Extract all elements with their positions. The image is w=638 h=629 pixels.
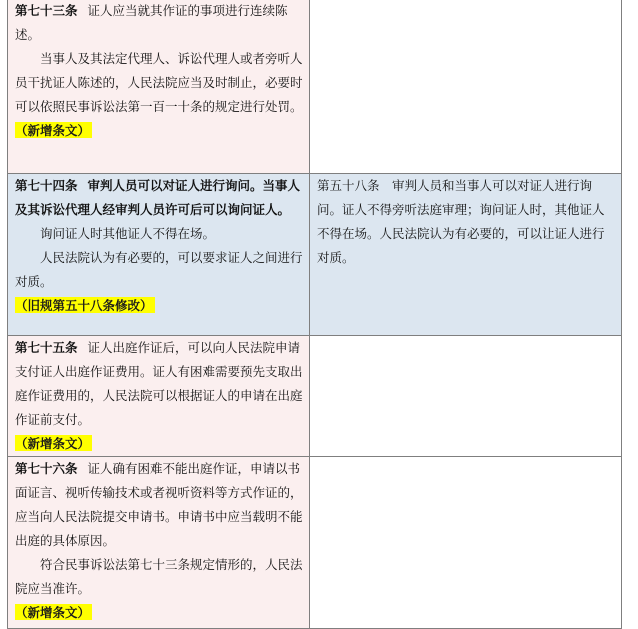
new-rule-cell xyxy=(8,336,310,457)
table-row-76 xyxy=(8,457,622,629)
old-rule-cell xyxy=(310,174,622,336)
old-article-text: 第五十八条 审判人员和当事人可以对证人进行询问。证人不得旁听法庭审理；询问证人时，其他证人不得在场。人民法院认为有必要的，可以让证人进行对质。 xyxy=(317,178,605,265)
table-row-74 xyxy=(8,174,622,336)
old-rule-cell xyxy=(310,457,622,629)
article-number: 第七十六条 xyxy=(15,461,78,476)
new-rule-cell xyxy=(8,457,310,629)
article-lead-text: 审判人员可以对证人进行询问。当事人及其诉讼代理人经审判人员许可后可以询问证人。 xyxy=(15,178,301,217)
article-paragraph: 当事人及其法定代理人、诉讼代理人或者旁听人员干扰证人陈述的，人民法院应当及时制止，必要时可以依照民事诉讼法第一百一十条的规定进行处罚。 xyxy=(15,51,303,114)
article-lead-text: 证人出庭作证后，可以向人民法院申请支付证人出庭作证费用。证人有困难需要预先支取出庭作证费用的，人民法院可以根据证人的申请在出庭作证前支付。 xyxy=(15,340,303,427)
article-paragraph: 人民法院认为有必要的，可以要求证人之间进行对质。 xyxy=(15,250,303,289)
article-number: 第七十四条 xyxy=(15,178,78,193)
article-paragraph: 符合民事诉讼法第七十三条规定情形的，人民法院应当准许。 xyxy=(15,557,303,596)
article-number: 第七十五条 xyxy=(15,340,78,355)
article-lead-text: 证人确有困难不能出庭作证，申请以书面证言、视听传输技术或者视听资料等方式作证的，应当向人民法院提交申请书。申请书中应当载明不能出庭的具体原因。 xyxy=(15,461,303,548)
revised-article-tag: （旧规第五十八条修改） xyxy=(15,298,153,313)
new-article-tag: （新增条文） xyxy=(15,436,91,451)
comparison-table xyxy=(7,0,622,629)
old-rule-cell xyxy=(310,0,622,174)
old-rule-cell xyxy=(310,336,622,457)
new-article-tag: （新增条文） xyxy=(15,605,91,620)
table-row-75 xyxy=(8,336,622,457)
article-lead-text: 证人应当就其作证的事项进行连续陈述。 xyxy=(15,3,288,42)
new-rule-cell xyxy=(8,174,310,336)
new-rule-cell xyxy=(8,0,310,174)
article-paragraph: 询问证人时其他证人不得在场。 xyxy=(40,226,216,241)
table-row-73 xyxy=(8,0,622,174)
article-number: 第七十三条 xyxy=(15,3,78,18)
new-article-tag: （新增条文） xyxy=(15,123,91,138)
